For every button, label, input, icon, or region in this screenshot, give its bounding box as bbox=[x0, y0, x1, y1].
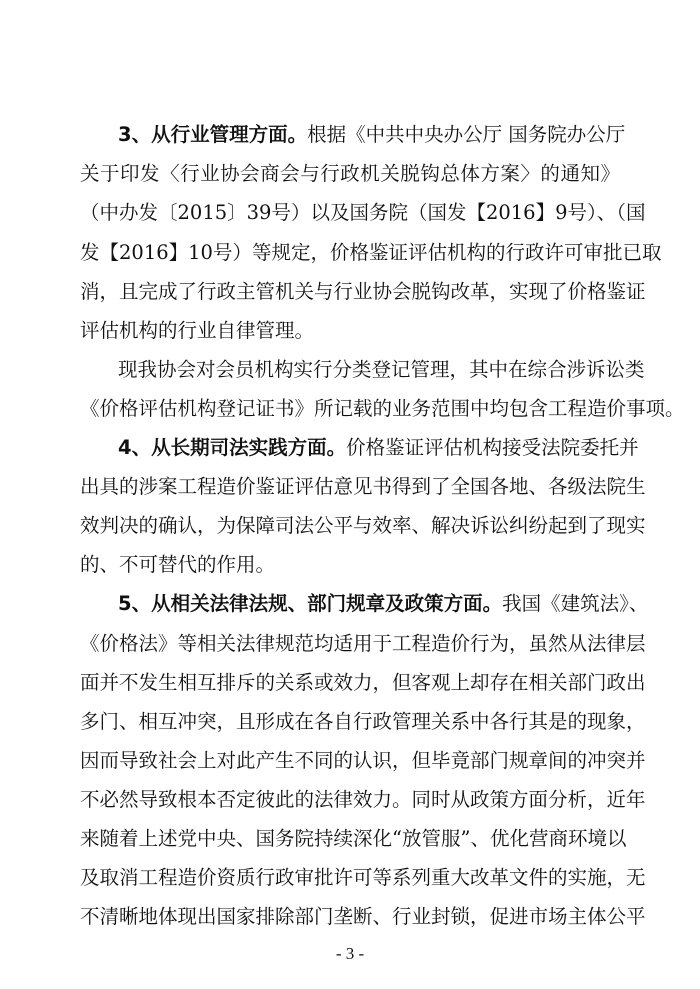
paragraph-3-line-3: （中办发〔2015〕39号）以及国务院（国发【2016】9号）、（国 bbox=[80, 201, 646, 224]
paragraph-4-line-4: 的、不可替代的作用。 bbox=[80, 553, 276, 576]
paragraph-3-heading: 3、从行业管理方面。 bbox=[118, 123, 308, 146]
paragraph-4-line-2: 出具的涉案工程造价鉴证评估意见书得到了全国各地、各级法院生 bbox=[80, 475, 646, 498]
paragraph-3-text: 根据《中共中央办公厅 国务院办公厅 bbox=[307, 123, 626, 146]
paragraph-registration-line-2: 《价格评估机构登记证书》所记载的业务范围中均包含工程造价事项。 bbox=[80, 397, 685, 420]
paragraph-5-line-3: 面并不发生相互排斥的关系或效力，但客观上却存在相关部门政出 bbox=[80, 671, 646, 694]
paragraph-5-line-1 bbox=[118, 592, 649, 616]
paragraph-4-heading: 4、从长期司法实践方面。 bbox=[118, 436, 347, 459]
paragraph-5-line-4: 多门、相互冲突，且形成在各自行政管理关系中各行其是的现象， bbox=[80, 710, 646, 733]
paragraph-3-line-6: 评估机构的行业自律管理。 bbox=[80, 319, 315, 342]
paragraph-4-line-3: 效判决的确认，为保障司法公平与效率、解决诉讼纠纷起到了现实 bbox=[80, 514, 646, 537]
paragraph-5-heading: 5、从相关法律法规、部门规章及政策方面。 bbox=[118, 592, 503, 615]
paragraph-4-text: 价格鉴证评估机构接受法院委托并 bbox=[346, 436, 639, 459]
paragraph-4-line-1 bbox=[118, 436, 639, 460]
paragraph-3-line-2: 关于印发〈行业协会商会与行政机关脱钩总体方案〉的通知》 bbox=[80, 162, 620, 185]
paragraph-3-line-4: 发【2016】10号）等规定，价格鉴证评估机构的行政许可审批已取 bbox=[80, 241, 662, 264]
paragraph-5-line-9: 不清晰地体现出国家排除部门垄断、行业封锁，促进市场主体公平 bbox=[80, 905, 646, 928]
paragraph-3-line-5: 消，且完成了行政主管机关与行业协会脱钩改革，实现了价格鉴证 bbox=[80, 280, 646, 303]
paragraph-5-text: 我国《建筑法》、 bbox=[502, 592, 649, 615]
paragraph-registration-line-1: 现我协会对会员机构实行分类登记管理，其中在综合涉诉讼类 bbox=[118, 358, 645, 381]
page-number: - 3 - bbox=[335, 944, 365, 963]
paragraph-5-line-8: 及取消工程造价资质行政审批许可等系列重大改革文件的实施，无 bbox=[80, 866, 646, 889]
paragraph-3-line-1 bbox=[118, 123, 626, 147]
paragraph-5-line-5: 因而导致社会上对此产生不同的认识，但毕竟部门规章间的冲突并 bbox=[80, 749, 646, 772]
paragraph-5-line-7: 来随着上述党中央、国务院持续深化“放管服”、优化营商环境以 bbox=[80, 827, 627, 850]
paragraph-5-line-6: 不必然导致根本否定彼此的法律效力。同时从政策方面分析，近年 bbox=[80, 788, 646, 811]
paragraph-5-line-2: 《价格法》等相关法律规范均适用于工程造价行为，虽然从法律层 bbox=[80, 632, 646, 655]
